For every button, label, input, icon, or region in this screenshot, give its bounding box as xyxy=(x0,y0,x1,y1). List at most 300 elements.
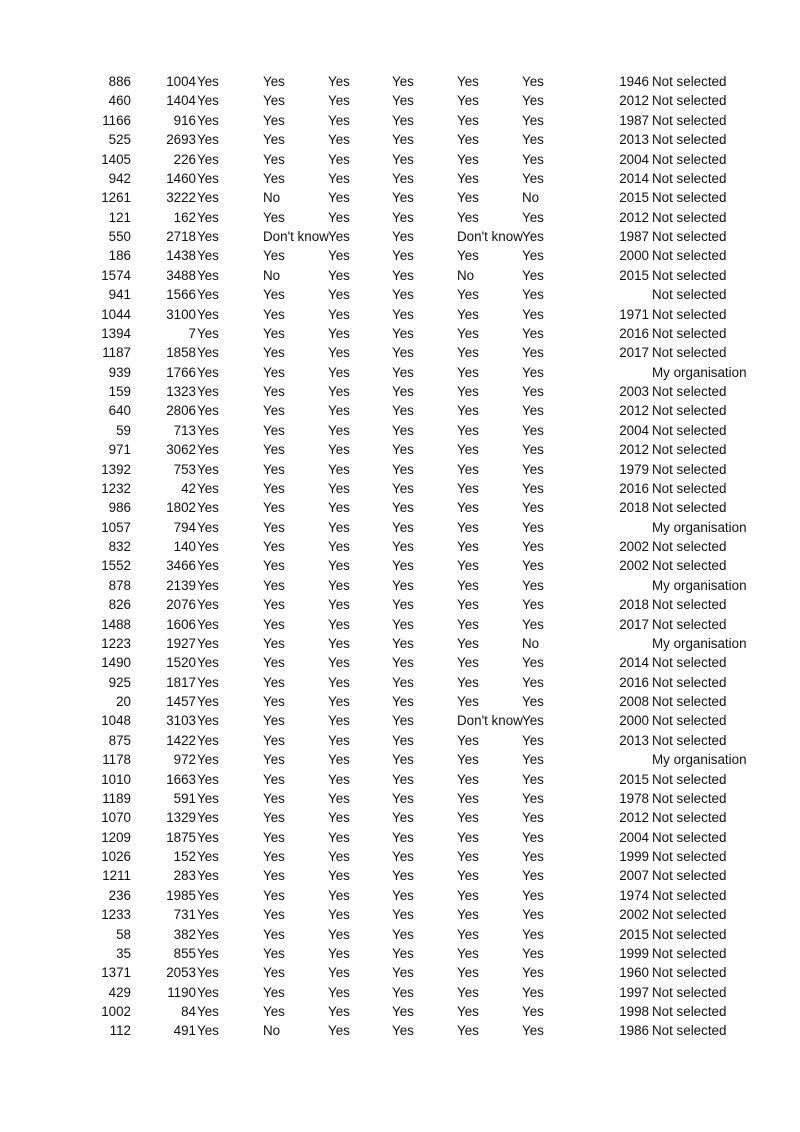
cell-answer-3[interactable]: Yes xyxy=(328,325,350,341)
cell-organisation-status[interactable]: Not selected xyxy=(652,945,727,961)
cell-organisation-status[interactable]: Not selected xyxy=(652,926,727,942)
cell-answer-1[interactable]: Yes xyxy=(197,771,219,787)
cell-answer-3[interactable]: Yes xyxy=(328,655,350,671)
cell-record-id[interactable]: 460 xyxy=(108,93,131,109)
cell-response-id[interactable]: 491 xyxy=(173,1023,196,1039)
cell-answer-6[interactable]: Yes xyxy=(522,984,544,1000)
cell-organisation-status[interactable]: Not selected xyxy=(652,480,727,496)
cell-answer-4[interactable]: Yes xyxy=(392,345,414,361)
cell-year[interactable]: 2012 xyxy=(619,403,649,419)
cell-answer-1[interactable]: Yes xyxy=(197,112,219,128)
cell-answer-4[interactable]: Yes xyxy=(392,1004,414,1019)
cell-answer-4[interactable]: Yes xyxy=(392,151,414,167)
cell-record-id[interactable]: 1026 xyxy=(101,849,131,864)
cell-answer-4[interactable]: Yes xyxy=(392,422,414,438)
cell-record-id[interactable]: 525 xyxy=(108,132,131,148)
cell-answer-3[interactable]: Yes xyxy=(328,984,350,1000)
cell-answer-6[interactable]: Yes xyxy=(522,74,544,89)
cell-answer-1[interactable]: Yes xyxy=(197,616,219,632)
cell-answer-3[interactable]: Yes xyxy=(328,112,350,128)
cell-answer-2[interactable]: Yes xyxy=(263,480,285,496)
cell-organisation-status[interactable]: Not selected xyxy=(652,190,727,206)
cell-answer-1[interactable]: Yes xyxy=(197,248,219,264)
cell-answer-4[interactable]: Yes xyxy=(392,674,414,690)
cell-answer-6[interactable]: Yes xyxy=(522,926,544,942)
cell-response-id[interactable]: 3062 xyxy=(166,442,196,458)
cell-answer-2[interactable]: Yes xyxy=(263,170,285,186)
cell-year[interactable]: 1997 xyxy=(619,984,649,1000)
cell-answer-6[interactable]: Yes xyxy=(522,1004,544,1019)
cell-answer-3[interactable]: Yes xyxy=(328,1004,350,1019)
cell-organisation-status[interactable]: Not selected xyxy=(652,674,727,690)
cell-record-id[interactable]: 1070 xyxy=(101,810,131,826)
cell-answer-1[interactable]: Yes xyxy=(197,810,219,826)
cell-answer-3[interactable]: Yes xyxy=(328,500,350,516)
cell-answer-4[interactable]: Yes xyxy=(392,267,414,283)
cell-answer-6[interactable]: Yes xyxy=(522,267,544,283)
cell-answer-5[interactable]: Yes xyxy=(457,616,479,632)
cell-answer-1[interactable]: Yes xyxy=(197,93,219,109)
cell-answer-3[interactable]: Yes xyxy=(328,868,350,884)
cell-response-id[interactable]: 1663 xyxy=(166,771,196,787)
cell-answer-3[interactable]: Yes xyxy=(328,306,350,322)
cell-answer-1[interactable]: Yes xyxy=(197,577,219,593)
cell-response-id[interactable]: 3222 xyxy=(166,190,196,206)
cell-answer-5[interactable]: Yes xyxy=(457,190,479,206)
cell-record-id[interactable]: 58 xyxy=(116,926,131,942)
cell-answer-2[interactable]: Yes xyxy=(263,616,285,632)
cell-record-id[interactable]: 186 xyxy=(108,248,131,264)
cell-organisation-status[interactable]: Not selected xyxy=(652,229,727,244)
cell-organisation-status[interactable]: Not selected xyxy=(652,248,727,264)
cell-answer-4[interactable]: Yes xyxy=(392,461,414,477)
cell-year[interactable]: 2018 xyxy=(619,500,649,516)
cell-year[interactable]: 2018 xyxy=(619,597,649,613)
cell-answer-1[interactable]: Yes xyxy=(197,558,219,574)
cell-answer-1[interactable]: Yes xyxy=(197,422,219,438)
cell-answer-4[interactable]: Yes xyxy=(392,132,414,148)
cell-answer-6[interactable]: Yes xyxy=(522,849,544,864)
cell-response-id[interactable]: 591 xyxy=(173,790,196,806)
cell-answer-2[interactable]: Yes xyxy=(263,403,285,419)
cell-answer-5[interactable]: Yes xyxy=(457,1023,479,1039)
cell-record-id[interactable]: 121 xyxy=(108,209,131,225)
cell-organisation-status[interactable]: Not selected xyxy=(652,170,727,186)
cell-organisation-status[interactable]: Not selected xyxy=(652,1023,727,1039)
cell-answer-4[interactable]: Yes xyxy=(392,1023,414,1039)
cell-answer-1[interactable]: Yes xyxy=(197,945,219,961)
cell-response-id[interactable]: 1520 xyxy=(166,655,196,671)
cell-answer-1[interactable]: Yes xyxy=(197,345,219,361)
cell-answer-5[interactable]: Yes xyxy=(457,984,479,1000)
cell-record-id[interactable]: 1209 xyxy=(101,829,131,845)
cell-answer-1[interactable]: Yes xyxy=(197,384,219,399)
cell-answer-4[interactable]: Yes xyxy=(392,384,414,399)
cell-answer-3[interactable]: Yes xyxy=(328,849,350,864)
cell-answer-3[interactable]: Yes xyxy=(328,248,350,264)
cell-year[interactable]: 2012 xyxy=(619,209,649,225)
cell-year[interactable]: 2015 xyxy=(619,267,649,283)
cell-answer-2[interactable]: Yes xyxy=(263,151,285,167)
cell-answer-5[interactable]: Yes xyxy=(457,965,479,981)
cell-answer-2[interactable]: Don't know xyxy=(263,229,329,244)
cell-record-id[interactable]: 59 xyxy=(116,422,131,438)
cell-response-id[interactable]: 2718 xyxy=(166,229,196,244)
cell-record-id[interactable]: 159 xyxy=(108,384,131,399)
cell-answer-3[interactable]: Yes xyxy=(328,694,350,709)
cell-answer-6[interactable]: Yes xyxy=(522,655,544,671)
cell-response-id[interactable]: 3466 xyxy=(166,558,196,574)
cell-response-id[interactable]: 1817 xyxy=(166,674,196,690)
cell-record-id[interactable]: 832 xyxy=(108,539,131,554)
cell-answer-2[interactable]: Yes xyxy=(263,926,285,942)
cell-answer-5[interactable]: Yes xyxy=(457,926,479,942)
cell-year[interactable]: 2013 xyxy=(619,132,649,148)
cell-record-id[interactable]: 1010 xyxy=(101,771,131,787)
cell-response-id[interactable]: 2806 xyxy=(166,403,196,419)
cell-answer-6[interactable]: Yes xyxy=(522,519,544,535)
cell-organisation-status[interactable]: Not selected xyxy=(652,325,727,341)
cell-answer-6[interactable]: Yes xyxy=(522,732,544,748)
cell-answer-5[interactable]: Yes xyxy=(457,752,479,768)
cell-answer-2[interactable]: Yes xyxy=(263,790,285,806)
cell-response-id[interactable]: 84 xyxy=(181,1004,196,1019)
cell-answer-6[interactable]: Yes xyxy=(522,713,544,729)
cell-organisation-status[interactable]: Not selected xyxy=(652,790,727,806)
cell-answer-2[interactable]: Yes xyxy=(263,810,285,826)
cell-answer-2[interactable]: Yes xyxy=(263,558,285,574)
cell-answer-2[interactable]: Yes xyxy=(263,635,285,651)
cell-organisation-status[interactable]: Not selected xyxy=(652,1004,727,1019)
cell-year[interactable]: 2015 xyxy=(619,190,649,206)
cell-answer-1[interactable]: Yes xyxy=(197,170,219,186)
cell-answer-3[interactable]: Yes xyxy=(328,287,350,303)
cell-answer-5[interactable]: Yes xyxy=(457,480,479,496)
cell-answer-2[interactable]: Yes xyxy=(263,577,285,593)
cell-answer-3[interactable]: Yes xyxy=(328,829,350,845)
cell-answer-2[interactable]: Yes xyxy=(263,442,285,458)
cell-answer-3[interactable]: Yes xyxy=(328,74,350,89)
cell-answer-3[interactable]: Yes xyxy=(328,674,350,690)
cell-answer-6[interactable]: Yes xyxy=(522,306,544,322)
cell-organisation-status[interactable]: My organisation xyxy=(652,635,747,651)
cell-answer-6[interactable]: Yes xyxy=(522,771,544,787)
cell-response-id[interactable]: 1422 xyxy=(166,732,196,748)
cell-answer-5[interactable]: Yes xyxy=(457,849,479,864)
cell-organisation-status[interactable]: Not selected xyxy=(652,403,727,419)
cell-response-id[interactable]: 1566 xyxy=(166,287,196,303)
cell-answer-4[interactable]: Yes xyxy=(392,480,414,496)
cell-answer-1[interactable]: Yes xyxy=(197,965,219,981)
cell-organisation-status[interactable]: Not selected xyxy=(652,151,727,167)
cell-organisation-status[interactable]: Not selected xyxy=(652,694,727,709)
cell-record-id[interactable]: 1057 xyxy=(101,519,131,535)
cell-answer-3[interactable]: Yes xyxy=(328,190,350,206)
cell-response-id[interactable]: 1606 xyxy=(166,616,196,632)
cell-answer-6[interactable]: Yes xyxy=(522,539,544,554)
cell-answer-5[interactable]: Yes xyxy=(457,132,479,148)
cell-response-id[interactable]: 226 xyxy=(173,151,196,167)
cell-answer-6[interactable]: No xyxy=(522,190,540,206)
cell-organisation-status[interactable]: Not selected xyxy=(652,558,727,574)
cell-record-id[interactable]: 1189 xyxy=(102,790,131,806)
cell-answer-6[interactable]: Yes xyxy=(522,577,544,593)
cell-answer-2[interactable]: Yes xyxy=(263,422,285,438)
cell-answer-3[interactable]: Yes xyxy=(328,635,350,651)
cell-answer-6[interactable]: Yes xyxy=(522,790,544,806)
cell-answer-2[interactable]: Yes xyxy=(263,945,285,961)
cell-answer-5[interactable]: Yes xyxy=(457,577,479,593)
cell-record-id[interactable]: 1232 xyxy=(101,480,131,496)
cell-answer-5[interactable]: Yes xyxy=(457,519,479,535)
cell-answer-6[interactable]: No xyxy=(522,635,540,651)
cell-year[interactable]: 1979 xyxy=(619,461,649,477)
cell-answer-3[interactable]: Yes xyxy=(328,597,350,613)
cell-answer-3[interactable]: Yes xyxy=(328,461,350,477)
cell-answer-2[interactable]: Yes xyxy=(263,74,285,89)
cell-year[interactable]: 2012 xyxy=(619,442,649,458)
cell-answer-6[interactable]: Yes xyxy=(522,965,544,981)
cell-answer-6[interactable]: Yes xyxy=(522,868,544,884)
cell-answer-3[interactable]: Yes xyxy=(328,364,350,380)
cell-year[interactable]: 2003 xyxy=(619,384,649,399)
cell-year[interactable]: 1986 xyxy=(619,1023,649,1039)
cell-answer-4[interactable]: Yes xyxy=(392,558,414,574)
cell-answer-6[interactable]: Yes xyxy=(522,442,544,458)
cell-response-id[interactable]: 162 xyxy=(173,209,196,225)
cell-answer-2[interactable]: Yes xyxy=(263,907,285,923)
cell-response-id[interactable]: 3488 xyxy=(166,267,196,283)
cell-response-id[interactable]: 1457 xyxy=(166,694,196,709)
cell-record-id[interactable]: 878 xyxy=(108,577,131,593)
cell-answer-6[interactable]: Yes xyxy=(522,93,544,109)
cell-answer-5[interactable]: Don't know xyxy=(457,229,523,244)
cell-record-id[interactable]: 875 xyxy=(108,732,131,748)
cell-answer-1[interactable]: Yes xyxy=(197,267,219,283)
cell-answer-1[interactable]: Yes xyxy=(197,461,219,477)
cell-answer-6[interactable]: Yes xyxy=(522,151,544,167)
cell-record-id[interactable]: 971 xyxy=(108,442,131,458)
cell-answer-6[interactable]: Yes xyxy=(522,752,544,768)
cell-record-id[interactable]: 1178 xyxy=(102,752,131,768)
cell-response-id[interactable]: 1404 xyxy=(166,93,196,109)
cell-answer-2[interactable]: Yes xyxy=(263,1004,285,1019)
cell-year[interactable]: 1946 xyxy=(619,74,649,89)
cell-answer-1[interactable]: Yes xyxy=(197,674,219,690)
cell-answer-2[interactable]: Yes xyxy=(263,306,285,322)
cell-answer-4[interactable]: Yes xyxy=(392,790,414,806)
cell-answer-1[interactable]: Yes xyxy=(197,790,219,806)
cell-answer-2[interactable]: Yes xyxy=(263,519,285,535)
cell-answer-5[interactable]: No xyxy=(457,267,475,283)
cell-answer-1[interactable]: Yes xyxy=(197,132,219,148)
cell-organisation-status[interactable]: Not selected xyxy=(652,907,727,923)
cell-answer-3[interactable]: Yes xyxy=(328,887,350,903)
cell-answer-5[interactable]: Yes xyxy=(457,170,479,186)
cell-answer-1[interactable]: Yes xyxy=(197,519,219,535)
cell-answer-3[interactable]: Yes xyxy=(328,945,350,961)
cell-year[interactable]: 2017 xyxy=(619,616,649,632)
cell-answer-6[interactable]: Yes xyxy=(522,1023,544,1039)
cell-answer-6[interactable]: Yes xyxy=(522,558,544,574)
cell-answer-6[interactable]: Yes xyxy=(522,364,544,380)
cell-response-id[interactable]: 152 xyxy=(173,849,196,864)
cell-answer-5[interactable]: Yes xyxy=(457,907,479,923)
cell-organisation-status[interactable]: Not selected xyxy=(652,868,727,884)
cell-answer-5[interactable]: Yes xyxy=(457,384,479,399)
cell-response-id[interactable]: 1460 xyxy=(166,170,196,186)
cell-organisation-status[interactable]: Not selected xyxy=(652,597,727,613)
cell-answer-2[interactable]: Yes xyxy=(263,732,285,748)
cell-answer-3[interactable]: Yes xyxy=(328,442,350,458)
cell-answer-5[interactable]: Yes xyxy=(457,403,479,419)
cell-record-id[interactable]: 1394 xyxy=(101,325,131,341)
cell-record-id[interactable]: 1233 xyxy=(101,907,131,923)
cell-answer-3[interactable]: Yes xyxy=(328,151,350,167)
cell-answer-3[interactable]: Yes xyxy=(328,577,350,593)
cell-answer-3[interactable]: Yes xyxy=(328,732,350,748)
cell-answer-3[interactable]: Yes xyxy=(328,229,350,244)
cell-answer-5[interactable]: Yes xyxy=(457,945,479,961)
cell-answer-1[interactable]: Yes xyxy=(197,1023,219,1039)
cell-answer-3[interactable]: Yes xyxy=(328,267,350,283)
cell-year[interactable]: 2004 xyxy=(619,151,649,167)
cell-record-id[interactable]: 925 xyxy=(108,674,131,690)
cell-record-id[interactable]: 942 xyxy=(108,170,131,186)
cell-answer-4[interactable]: Yes xyxy=(392,984,414,1000)
cell-response-id[interactable]: 2693 xyxy=(166,132,196,148)
cell-year[interactable]: 1974 xyxy=(619,887,649,903)
cell-answer-6[interactable]: Yes xyxy=(522,597,544,613)
cell-answer-1[interactable]: Yes xyxy=(197,229,219,244)
cell-answer-3[interactable]: Yes xyxy=(328,771,350,787)
cell-answer-6[interactable]: Yes xyxy=(522,829,544,845)
cell-record-id[interactable]: 1048 xyxy=(101,713,131,729)
cell-organisation-status[interactable]: Not selected xyxy=(652,732,727,748)
cell-answer-1[interactable]: Yes xyxy=(197,597,219,613)
cell-organisation-status[interactable]: Not selected xyxy=(652,93,727,109)
cell-response-id[interactable]: 1927 xyxy=(166,635,196,651)
cell-answer-6[interactable]: Yes xyxy=(522,384,544,399)
cell-response-id[interactable]: 1766 xyxy=(166,364,196,380)
cell-response-id[interactable]: 1802 xyxy=(166,500,196,516)
cell-year[interactable]: 2002 xyxy=(619,558,649,574)
cell-response-id[interactable]: 1438 xyxy=(166,248,196,264)
cell-answer-5[interactable]: Yes xyxy=(457,306,479,322)
cell-year[interactable]: 2000 xyxy=(619,713,649,729)
cell-organisation-status[interactable]: Not selected xyxy=(652,500,727,516)
cell-answer-6[interactable]: Yes xyxy=(522,616,544,632)
cell-answer-2[interactable]: No xyxy=(263,1023,281,1039)
cell-answer-3[interactable]: Yes xyxy=(328,790,350,806)
cell-year[interactable]: 1978 xyxy=(619,790,649,806)
cell-answer-2[interactable]: Yes xyxy=(263,384,285,399)
cell-answer-2[interactable]: Yes xyxy=(263,364,285,380)
cell-record-id[interactable]: 1392 xyxy=(101,461,131,477)
cell-answer-6[interactable]: Yes xyxy=(522,461,544,477)
cell-answer-5[interactable]: Yes xyxy=(457,248,479,264)
cell-answer-1[interactable]: Yes xyxy=(197,539,219,554)
cell-answer-4[interactable]: Yes xyxy=(392,287,414,303)
cell-record-id[interactable]: 1044 xyxy=(101,306,131,322)
cell-answer-6[interactable]: Yes xyxy=(522,887,544,903)
cell-response-id[interactable]: 1004 xyxy=(166,74,196,89)
cell-organisation-status[interactable]: Not selected xyxy=(652,267,727,283)
cell-organisation-status[interactable]: My organisation xyxy=(652,519,747,535)
cell-response-id[interactable]: 794 xyxy=(173,519,196,535)
cell-answer-5[interactable]: Yes xyxy=(457,364,479,380)
cell-answer-4[interactable]: Yes xyxy=(392,306,414,322)
cell-answer-4[interactable]: Yes xyxy=(392,325,414,341)
cell-answer-5[interactable]: Yes xyxy=(457,597,479,613)
cell-organisation-status[interactable]: Not selected xyxy=(652,771,727,787)
cell-answer-4[interactable]: Yes xyxy=(392,539,414,554)
cell-organisation-status[interactable]: Not selected xyxy=(652,74,727,89)
cell-answer-5[interactable]: Yes xyxy=(457,151,479,167)
cell-answer-5[interactable]: Yes xyxy=(457,74,479,89)
cell-answer-5[interactable]: Don't know xyxy=(457,713,523,729)
cell-record-id[interactable]: 550 xyxy=(108,229,131,244)
cell-answer-5[interactable]: Yes xyxy=(457,829,479,845)
cell-answer-5[interactable]: Yes xyxy=(457,539,479,554)
cell-answer-4[interactable]: Yes xyxy=(392,577,414,593)
cell-year[interactable]: 2002 xyxy=(619,539,649,554)
cell-answer-2[interactable]: Yes xyxy=(263,325,285,341)
cell-answer-1[interactable]: Yes xyxy=(197,209,219,225)
cell-answer-4[interactable]: Yes xyxy=(392,229,414,244)
cell-response-id[interactable]: 1323 xyxy=(166,384,196,399)
cell-organisation-status[interactable]: Not selected xyxy=(652,829,727,845)
cell-response-id[interactable]: 3103 xyxy=(166,713,196,729)
cell-answer-1[interactable]: Yes xyxy=(197,655,219,671)
cell-answer-6[interactable]: Yes xyxy=(522,325,544,341)
cell-answer-2[interactable]: Yes xyxy=(263,984,285,1000)
cell-year[interactable]: 2012 xyxy=(619,93,649,109)
cell-answer-3[interactable]: Yes xyxy=(328,752,350,768)
cell-answer-6[interactable]: Yes xyxy=(522,112,544,128)
cell-answer-3[interactable]: Yes xyxy=(328,539,350,554)
cell-response-id[interactable]: 1875 xyxy=(166,829,196,845)
cell-record-id[interactable]: 112 xyxy=(109,1023,131,1039)
cell-answer-6[interactable]: Yes xyxy=(522,422,544,438)
cell-record-id[interactable]: 1371 xyxy=(101,965,131,981)
cell-year[interactable]: 1987 xyxy=(619,229,649,244)
cell-organisation-status[interactable]: My organisation xyxy=(652,364,747,380)
cell-answer-1[interactable]: Yes xyxy=(197,325,219,341)
cell-answer-4[interactable]: Yes xyxy=(392,926,414,942)
cell-record-id[interactable]: 35 xyxy=(116,945,131,961)
cell-answer-4[interactable]: Yes xyxy=(392,965,414,981)
cell-answer-6[interactable]: Yes xyxy=(522,694,544,709)
cell-answer-4[interactable]: Yes xyxy=(392,616,414,632)
cell-answer-3[interactable]: Yes xyxy=(328,907,350,923)
cell-response-id[interactable]: 753 xyxy=(173,461,196,477)
cell-organisation-status[interactable]: Not selected xyxy=(652,713,727,729)
cell-response-id[interactable]: 1985 xyxy=(166,887,196,903)
cell-organisation-status[interactable]: Not selected xyxy=(652,209,727,225)
cell-answer-6[interactable]: Yes xyxy=(522,810,544,826)
cell-organisation-status[interactable]: Not selected xyxy=(652,112,727,128)
cell-year[interactable]: 2002 xyxy=(619,907,649,923)
cell-answer-5[interactable]: Yes xyxy=(457,810,479,826)
cell-answer-6[interactable]: Yes xyxy=(522,170,544,186)
cell-answer-2[interactable]: Yes xyxy=(263,771,285,787)
cell-record-id[interactable]: 1574 xyxy=(101,267,131,283)
cell-answer-5[interactable]: Yes xyxy=(457,674,479,690)
cell-record-id[interactable]: 939 xyxy=(108,364,131,380)
cell-answer-4[interactable]: Yes xyxy=(392,248,414,264)
cell-answer-5[interactable]: Yes xyxy=(457,461,479,477)
